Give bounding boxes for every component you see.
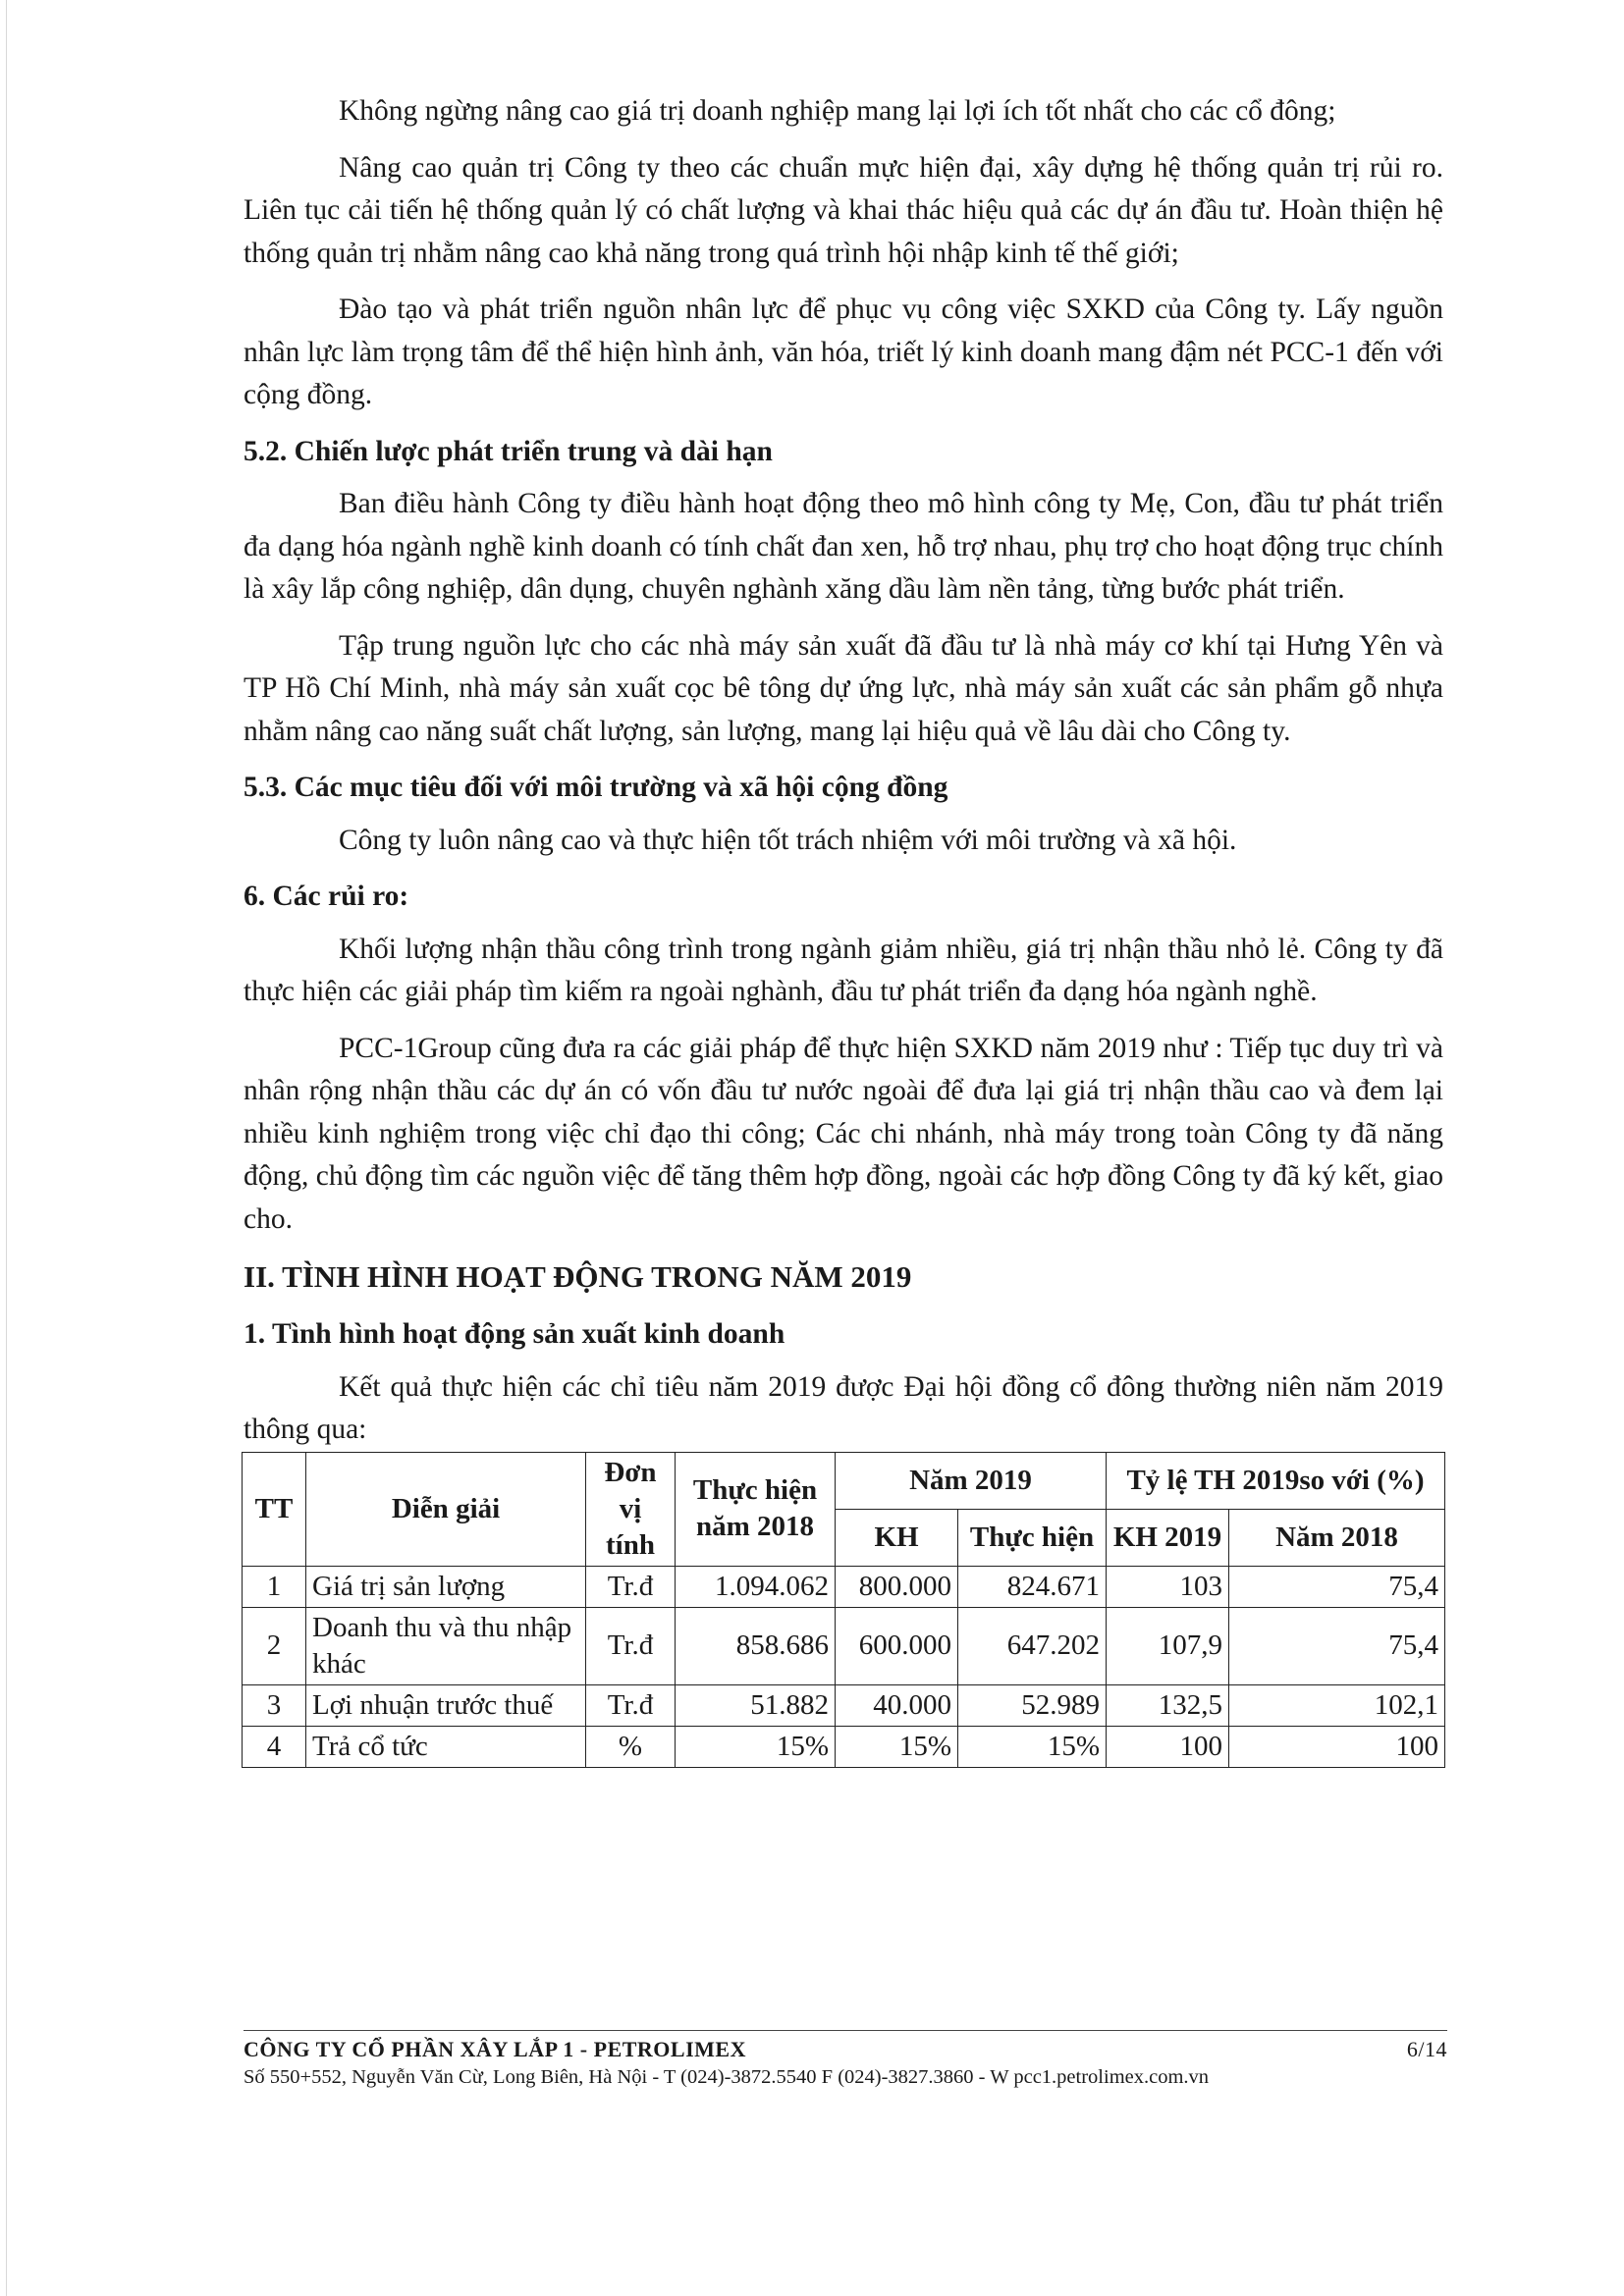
table-row xyxy=(243,1607,1445,1684)
scan-edge-line xyxy=(6,0,7,2296)
header-kh: KH xyxy=(836,1509,958,1566)
cell-dien-giai: Trả cổ tức xyxy=(306,1726,586,1767)
cell-n2018: 100 xyxy=(1229,1726,1445,1767)
section-heading-5-2: 5.2. Chiến lược phát triển trung và dài hạn xyxy=(244,435,773,467)
cell-kh: 800.000 xyxy=(836,1566,958,1607)
cell-kh: 15% xyxy=(836,1726,958,1767)
section-heading-5-3: 5.3. Các mục tiêu đối với môi trường và xã hội cộng đồng xyxy=(244,772,948,803)
document-body xyxy=(244,90,1443,1768)
cell-don-vi: % xyxy=(586,1726,676,1767)
cell-th2018: 51.882 xyxy=(676,1684,836,1726)
table-row xyxy=(243,1684,1445,1726)
cell-tt: 4 xyxy=(243,1726,306,1767)
cell-n2018: 75,4 xyxy=(1229,1566,1445,1607)
cell-tt: 1 xyxy=(243,1566,306,1607)
cell-don-vi: Tr.đ xyxy=(586,1607,676,1684)
cell-th: 15% xyxy=(958,1726,1107,1767)
cell-tt: 3 xyxy=(243,1684,306,1726)
cell-kh2019: 100 xyxy=(1107,1726,1229,1767)
cell-kh2019: 107,9 xyxy=(1107,1607,1229,1684)
cell-kh2019: 103 xyxy=(1107,1566,1229,1607)
results-table xyxy=(242,1452,1445,1768)
header-ty-le: Tỷ lệ TH 2019so với (%) xyxy=(1107,1452,1445,1509)
header-dien-giai: Diễn giải xyxy=(306,1452,586,1566)
footer-address: Số 550+552, Nguyễn Văn Cừ, Long Biên, Hà Nội - T (024)-3872.5540 F (024)-3827.3860 - W pcc1.petrolimex.com.vn xyxy=(244,2066,1210,2088)
paragraph: Công ty luôn nâng cao và thực hiện tốt trách nhiệm với môi trường và xã hội. xyxy=(339,824,1237,856)
table-intro: Kết quả thực hiện các chỉ tiêu năm 2019 được Đại hội đồng cổ đông thường niên năm 2019 thông qua: xyxy=(244,1370,1443,1445)
cell-kh: 600.000 xyxy=(836,1607,958,1684)
paragraph: Không ngừng nâng cao giá trị doanh nghiệp mang lại lợi ích tốt nhất cho các cổ đông; xyxy=(339,95,1336,127)
cell-th2018: 15% xyxy=(676,1726,836,1767)
paragraph: Đào tạo và phát triển nguồn nhân lực để phục vụ công việc SXKD của Công ty. Lấy nguồn nhân lực làm trọng tâm để thể hiện hình ảnh, văn hóa, triết lý kinh doanh mang đậm nét PCC-1 đến với cộng đồng. xyxy=(244,294,1443,410)
header-kh-2019: KH 2019 xyxy=(1107,1509,1229,1566)
cell-don-vi: Tr.đ xyxy=(586,1684,676,1726)
header-nam-2018: Năm 2018 xyxy=(1229,1509,1445,1566)
paragraph: PCC-1Group cũng đưa ra các giải pháp để thực hiện SXKD năm 2019 như : Tiếp tục duy trì và nhân rộng nhận thầu các dự án có vốn đầu tư nước ngoài để đưa lại giá trị nhận thầu cao và đem lại nhiều kinh nghiệm trong việc chỉ đạo thi công; Các chi nhánh, nhà máy trong toàn Công ty đã năng động, chủ động tìm các nguồn việc để tăng thêm hợp đồng, ngoài các hợp đồng Công ty đã ký kết, giao cho. xyxy=(244,1032,1443,1235)
header-thuc-hien: Thực hiện xyxy=(958,1509,1107,1566)
header-nam-2019: Năm 2019 xyxy=(836,1452,1107,1509)
cell-don-vi: Tr.đ xyxy=(586,1566,676,1607)
cell-tt: 2 xyxy=(243,1607,306,1684)
cell-th: 824.671 xyxy=(958,1566,1107,1607)
page-footer xyxy=(244,2030,1447,2089)
footer-company-line xyxy=(244,2030,1447,2062)
table-row xyxy=(243,1726,1445,1767)
sub-heading-1: 1. Tình hình hoạt động sản xuất kinh doanh xyxy=(244,1318,785,1350)
paragraph: Ban điều hành Công ty điều hành hoạt động theo mô hình công ty Mẹ, Con, đầu tư phát triển đa dạng hóa ngành nghề kinh doanh có tính chất đan xen, hỗ trợ nhau, phụ trợ cho hoạt động trục chính là xây lắp công nghiệp, dân dụng, chuyên nghành xăng dầu làm nền tảng, từng bước phát triển. xyxy=(244,488,1443,605)
cell-dien-giai: Lợi nhuận trước thuế xyxy=(306,1684,586,1726)
section-heading-6: 6. Các rủi ro: xyxy=(244,881,409,912)
paragraph: Khối lượng nhận thầu công trình trong ngành giảm nhiều, giá trị nhận thầu nhỏ lẻ. Công ty đã thực hiện các giải pháp tìm kiếm ra ngoài nghành, đầu tư phát triển đa dạng hóa ngành nghề. xyxy=(244,933,1443,1007)
cell-n2018: 102,1 xyxy=(1229,1684,1445,1726)
cell-th: 52.989 xyxy=(958,1684,1107,1726)
cell-th2018: 858.686 xyxy=(676,1607,836,1684)
cell-kh2019: 132,5 xyxy=(1107,1684,1229,1726)
cell-kh: 40.000 xyxy=(836,1684,958,1726)
header-don-vi: Đơn vị tính xyxy=(586,1452,676,1566)
paragraph: Tập trung nguồn lực cho các nhà máy sản xuất đã đầu tư là nhà máy cơ khí tại Hưng Yên và TP Hồ Chí Minh, nhà máy sản xuất cọc bê tông dự ứng lực, nhà máy sản xuất các sản phẩm gỗ nhựa nhằm nâng cao năng suất chất lượng, sản lượng, mang lại hiệu quả về lâu dài cho Công ty. xyxy=(244,629,1443,747)
page-number: 6/14 xyxy=(1406,2037,1447,2061)
section-heading-II: II. TÌNH HÌNH HOẠT ĐỘNG TRONG NĂM 2019 xyxy=(244,1259,912,1294)
cell-th2018: 1.094.062 xyxy=(676,1566,836,1607)
header-thuc-hien-2018: Thực hiện năm 2018 xyxy=(676,1452,836,1566)
cell-n2018: 75,4 xyxy=(1229,1607,1445,1684)
cell-dien-giai: Doanh thu và thu nhập khác xyxy=(306,1607,586,1684)
cell-dien-giai: Giá trị sản lượng xyxy=(306,1566,586,1607)
footer-company-name: CÔNG TY CỔ PHẦN XÂY LẮP 1 - PETROLIMEX xyxy=(244,2037,746,2061)
table-row xyxy=(243,1566,1445,1607)
cell-th: 647.202 xyxy=(958,1607,1107,1684)
header-tt: TT xyxy=(243,1452,306,1566)
paragraph: Nâng cao quản trị Công ty theo các chuẩn mực hiện đại, xây dựng hệ thống quản trị rủi ro. Liên tục cải tiến hệ thống quản lý có chất lượng và khai thác hiệu quả các dự án đầu tư. Hoàn thiện hệ thống quản trị nhằm nâng cao khả năng trong quá trình hội nhập kinh tế thế giới; xyxy=(244,151,1443,269)
